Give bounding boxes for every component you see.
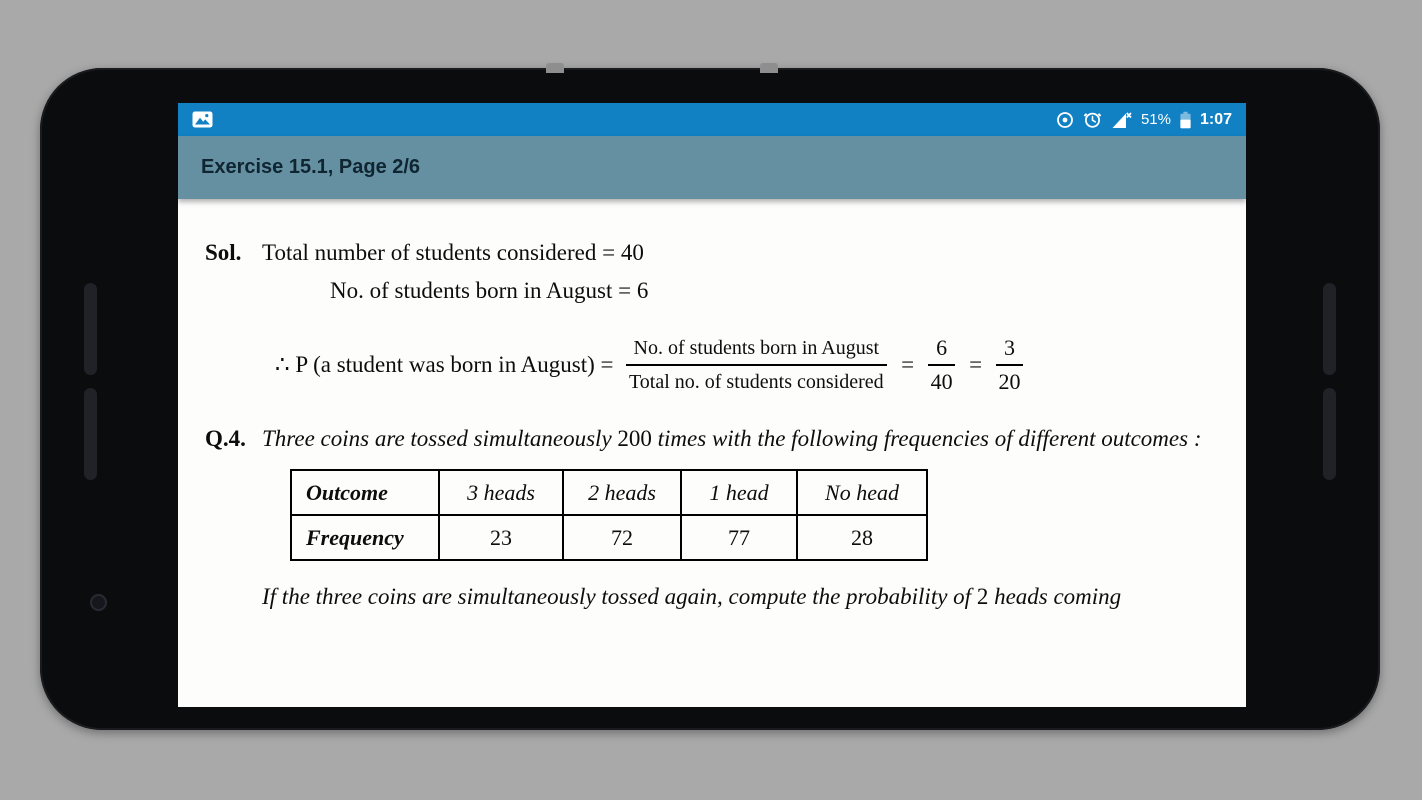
frequency-3-heads: 23 bbox=[439, 515, 563, 560]
equation-lhs: ∴ P (a student was born in August) = bbox=[275, 352, 614, 377]
right-speaker-grille bbox=[1323, 388, 1336, 480]
footer-text-number: 2 bbox=[976, 584, 989, 609]
header-3-heads: 3 heads bbox=[439, 470, 563, 515]
footer-text-pre: If the three coins are simultaneously tossed again, compute the probability of bbox=[262, 584, 977, 609]
question-4 bbox=[205, 421, 1206, 457]
sol-label: Sol. bbox=[205, 240, 242, 265]
document-page[interactable] bbox=[178, 199, 1246, 707]
footer-text-post: heads coming bbox=[988, 584, 1122, 609]
left-speaker-grille bbox=[84, 388, 97, 480]
frequency-label: Frequency bbox=[291, 515, 439, 560]
data-saver-icon bbox=[1056, 111, 1074, 129]
alarm-icon bbox=[1083, 110, 1102, 129]
fraction-numerator: 6 bbox=[928, 335, 955, 366]
frequency-no-head: 28 bbox=[797, 515, 927, 560]
solution-line-1 bbox=[205, 235, 1206, 271]
header-2-heads: 2 heads bbox=[563, 470, 681, 515]
left-speaker-grille bbox=[84, 283, 97, 375]
clock-label: 1:07 bbox=[1199, 110, 1232, 128]
equals-sign: = bbox=[969, 352, 983, 377]
text-fraction bbox=[626, 335, 888, 395]
question-text bbox=[262, 421, 1206, 457]
question-text-number: 200 bbox=[617, 426, 652, 451]
table-header-row bbox=[291, 470, 927, 515]
no-internet-signal-icon bbox=[1111, 111, 1132, 129]
fraction-denominator: 20 bbox=[998, 369, 1021, 394]
fraction-denominator: 40 bbox=[930, 369, 953, 394]
frequency-2-heads: 72 bbox=[563, 515, 681, 560]
front-camera bbox=[90, 594, 107, 611]
table-frequency-row bbox=[291, 515, 927, 560]
solution-text-2: No. of students born in August = 6 bbox=[330, 278, 649, 303]
probability-equation bbox=[275, 335, 1206, 395]
phone-power-button bbox=[546, 63, 564, 73]
phone-screen bbox=[178, 103, 1246, 707]
phone-volume-button bbox=[760, 63, 778, 73]
numeric-fraction-1 bbox=[928, 335, 955, 395]
app-bar bbox=[178, 136, 1246, 199]
numeric-fraction-2 bbox=[996, 335, 1023, 395]
frequency-1-head: 77 bbox=[681, 515, 797, 560]
fraction-denominator: Total no. of students considered bbox=[628, 371, 884, 393]
image-notification-icon bbox=[192, 111, 213, 128]
question-text-post: times with the following frequencies of different outcomes : bbox=[651, 426, 1202, 451]
header-outcome: Outcome bbox=[291, 470, 439, 515]
header-no-head: No head bbox=[797, 470, 927, 515]
status-bar bbox=[178, 103, 1246, 136]
question-text-pre: Three coins are tossed simultaneously bbox=[262, 426, 618, 451]
fraction-numerator: 3 bbox=[996, 335, 1023, 366]
fraction-numerator: No. of students born in August bbox=[626, 335, 888, 366]
frequency-table bbox=[290, 469, 928, 561]
question-continuation bbox=[262, 579, 1206, 615]
equals-sign: = bbox=[901, 352, 915, 377]
battery-percent-label: 51% bbox=[1140, 111, 1171, 128]
header-1-head: 1 head bbox=[681, 470, 797, 515]
right-speaker-grille bbox=[1323, 283, 1336, 375]
question-label: Q.4. bbox=[205, 426, 246, 451]
battery-icon bbox=[1180, 111, 1191, 129]
page-title: Exercise 15.1, Page 2/6 bbox=[201, 156, 421, 178]
phone-frame bbox=[40, 68, 1380, 730]
solution-text-1: Total number of students considered = 40 bbox=[262, 240, 644, 265]
